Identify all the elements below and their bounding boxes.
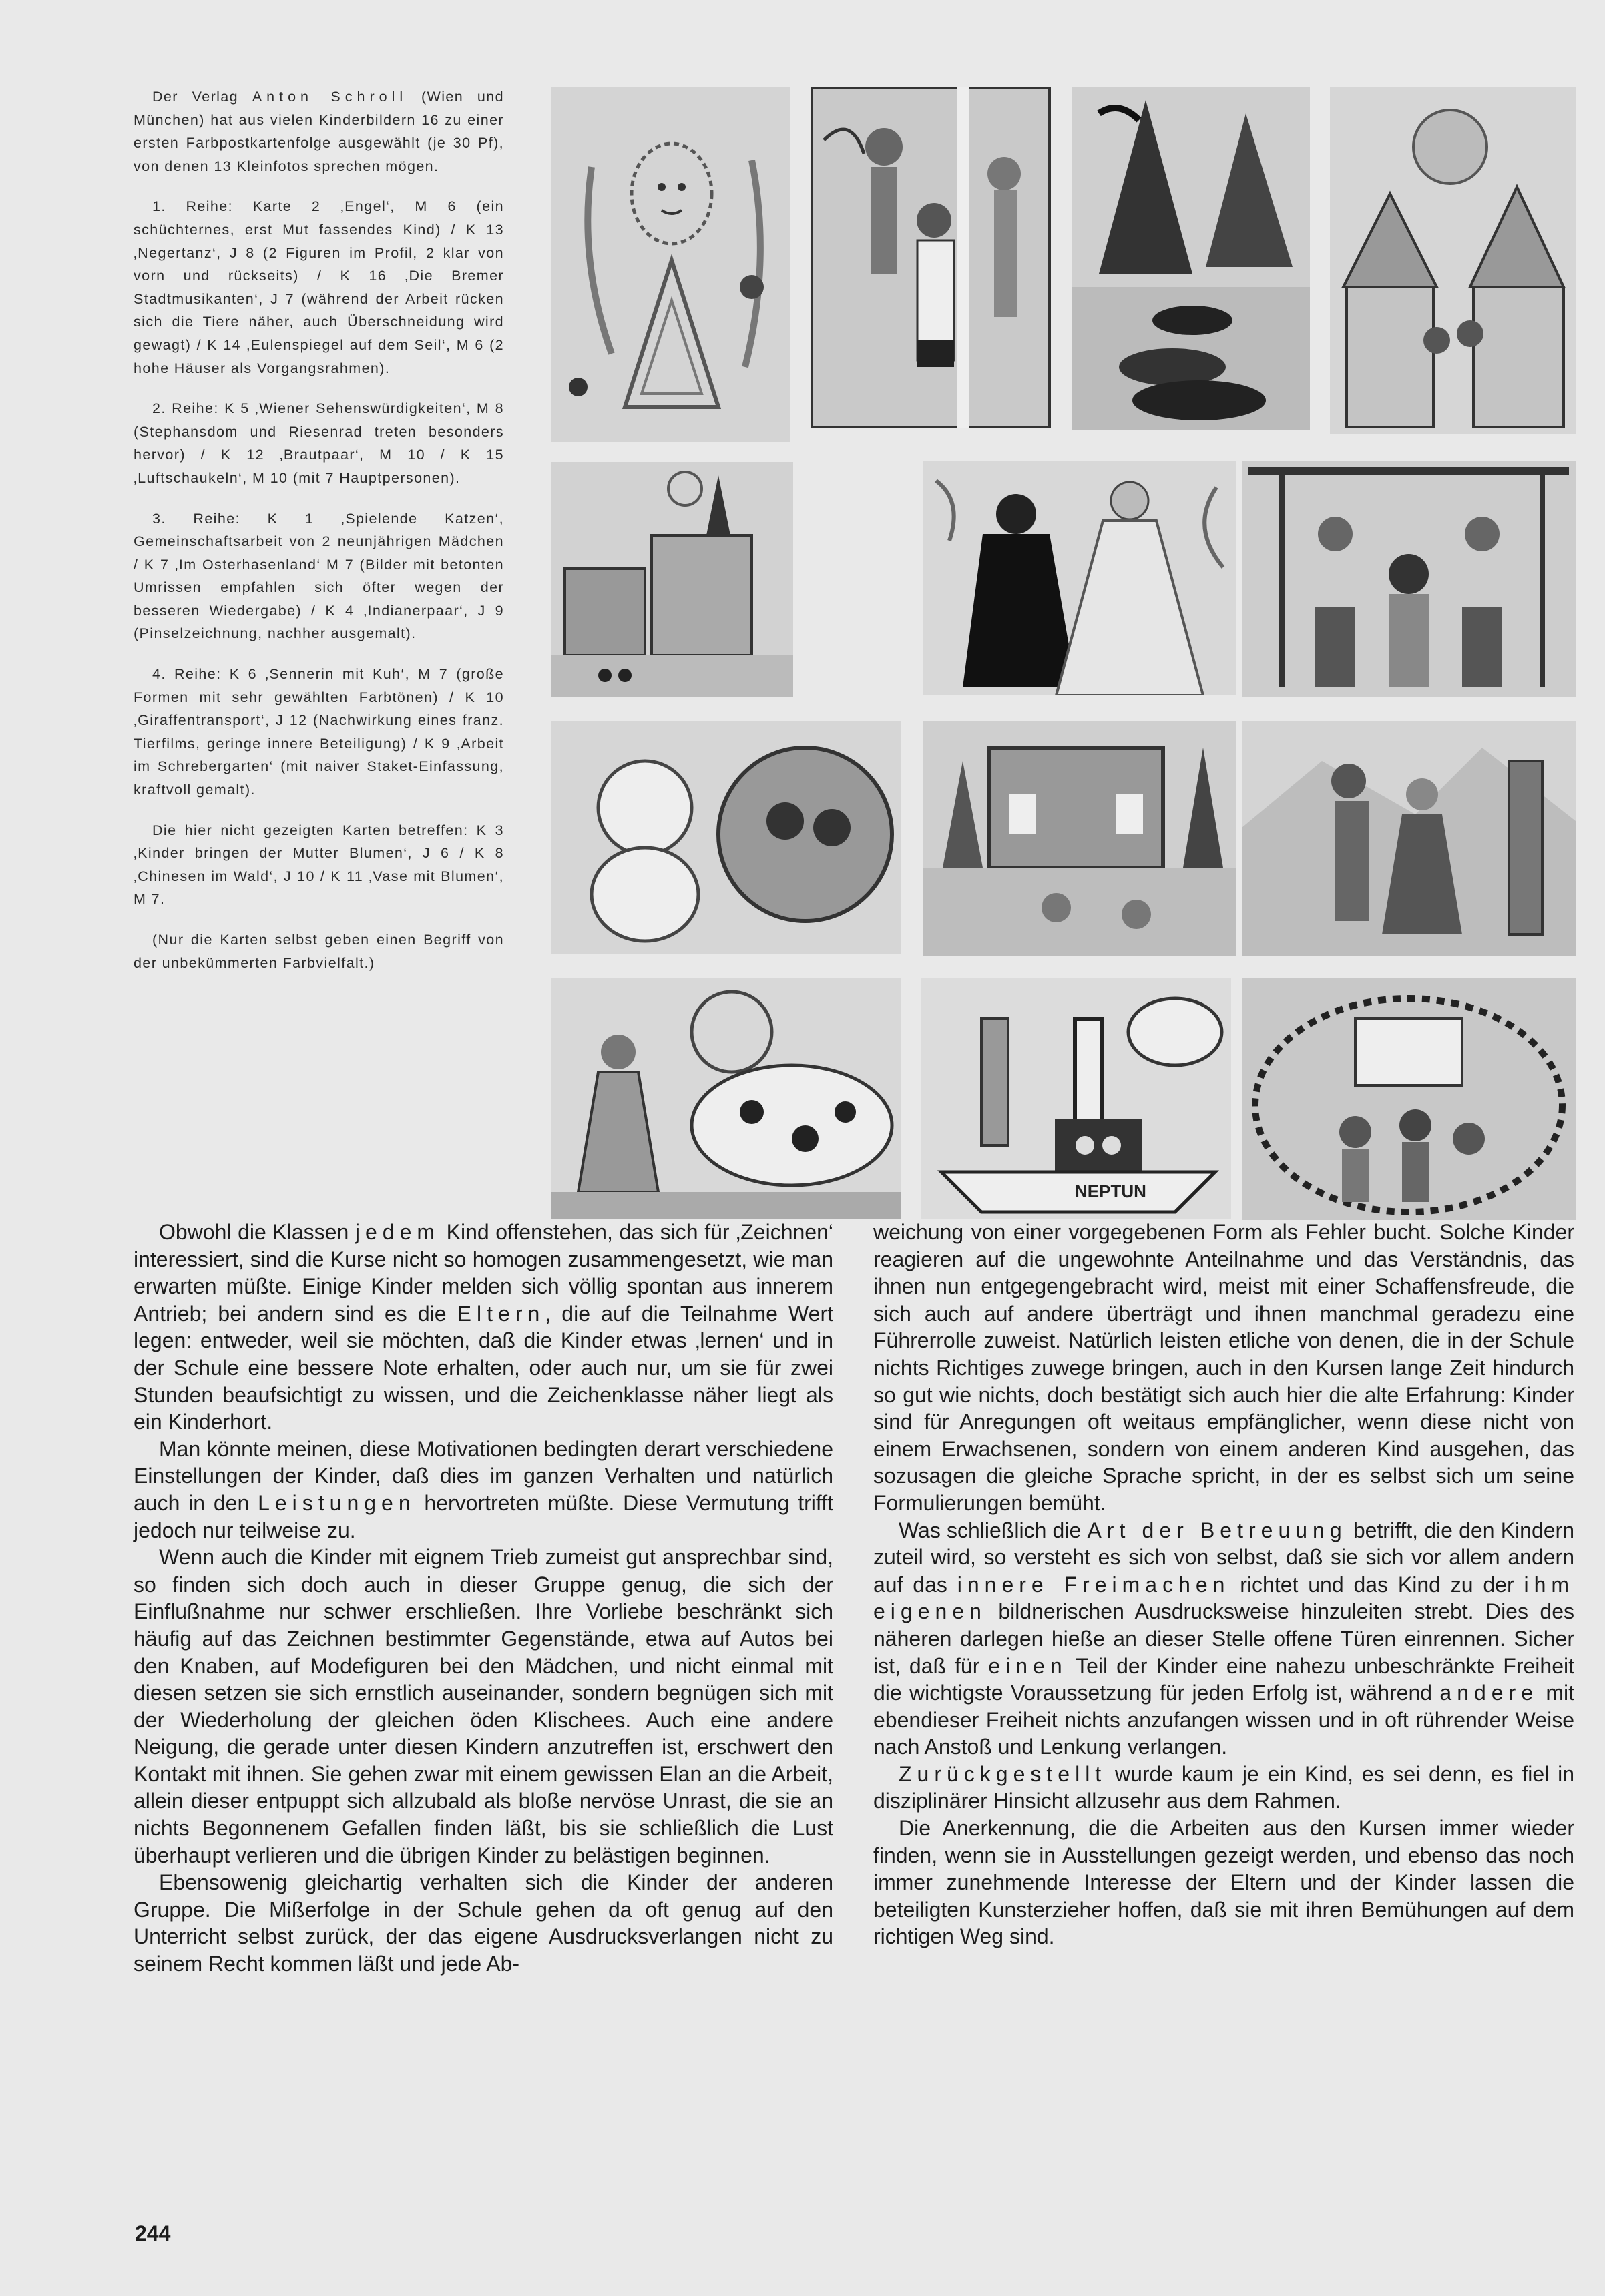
image-engel [551,87,790,442]
caption-not-shown: Die hier nicht gezeigten Karten betreffen: K 3 ‚Kinder bringen der Mutter Blumen‘, J 6 / K 8 ‚Chinesen im Wald‘, J 10 / K 11 ‚Vase mit Blumen‘, M 7. [134,822,504,908]
caption-note: (Nur die Karten selbst geben einen Begriff von der unbekümmerten Farbvielfalt.) [134,932,504,971]
image-schrebergarten [1242,978,1576,1220]
caption-series-4: 4. Reihe: K 6 ‚Sennerin mit Kuh‘, M 7 (große Formen mit sehr gewählten Farbtönen) / K 10 ‚Giraffentransport‘, J 12 (Nachwirkung eines franz. Tierfilms, geringe innere Beteiligung) / K 9 ‚Arbeit im Schrebergarten‘ (mit naiver Staket-Einfassung, kraftvoll gemalt). [134,666,504,798]
col2-paragraph-1: weichung von einer vorgegebenen Form als Fehler bucht. Solche Kinder reagieren auf die ungewohnte Anteilnahme und das Verständnis, das ihnen nun entgegengebracht wird, meist mit einer Schaffensfreude, die sich auch auf andere überträgt und ihnen manchmal geradezu eine Führerrolle zuweist. Natürlich leisten etliche von denen, die in der Schule nichts Richtiges zuwege bringen, auch in den Kursen lange Zeit hindurch so gut wie nichts, doch bestätigt sich auch hier die alte Erfahrung: Kinder sind für Anregungen oft weitaus empfänglicher, wenn diese nicht von einem Erwachsenen, sondern von einem anderen Kind ausgehen, das sozusagen die gleiche Sprache spricht, in der es selbst sich um seine Formulierungen bemüht. [873,1220,1574,1515]
image-brautpaar [923,461,1236,695]
caption-series-2: 2. Reihe: K 5 ‚Wiener Sehenswürdigkeiten‘, M 8 (Stephansdom und Riesenrad treten besonders hervor) / K 12 ‚Brautpaar‘, M 10 / K 15 ‚Luftschaukeln‘, M 10 (mit 7 Hauptpersonen). [134,400,504,486]
body-column-right [873,1219,1574,1950]
image-eulenspiegel [1330,87,1576,434]
image-luftschaukeln [1242,461,1576,697]
image-sennerin-mit-kuh [551,978,901,1219]
image-bremer-stadtmusikanten [1072,87,1310,430]
col1-paragraph-2: Man könnte meinen, diese Motivationen bedingten derart verschiedene Einstellungen der Kinder, daß dies im ganzen Verhalten und natürlich auch in den Leistungen hervortreten müßte. Diese Vermutung trifft jedoch nur teilweise zu. [134,1436,834,1542]
body-column-left [134,1219,833,1978]
caption-series-1: 1. Reihe: Karte 2 ‚Engel‘, M 6 (ein schüchternes, erst Mut fassendes Kind) / K 13 ‚Negertanz‘, J 8 (2 Figuren im Profil, 2 klar von vorn und rückseits) / K 16 ‚Die Bremer Stadtmusikanten‘, J 7 (während der Arbeit rücken sich die Tiere näher, auch Überschneidung wird gewagt) / K 14 ‚Eulenspiegel auf dem Seil‘, M 6 (2 hohe Häuser als Vorgangsrahmen). [134,198,504,376]
image-giraffentransport [921,978,1231,1219]
image-wiener-sehenswuerdigkeiten [551,462,793,697]
image-negertanz [811,87,1051,428]
col1-paragraph-3: Wenn auch die Kinder mit eignem Trieb zumeist gut ansprechbar sind, so finden sich doch auch in dieser Gruppe genug, die sich der Einflußnahme nur schwer erschließen. Ihre Vorliebe beschränkt sich häufig auf das Zeichnen bestimmter Gegenstände, etwa auf Autos bei den Knaben, auf Modefiguren bei den Mädchen, und nicht einmal mit diesen setzen sie sich ernstlich auseinander, sondern begnügen sich mit der Wiederholung der gleichen öden Klischees. Auch eine andere Neigung, die gerade unter diesen Kindern anzutreffen ist, erschwert den Kontakt mit ihnen. Sie gehen zwar mit einem gewissen Elan an die Arbeit, allein dieser entpuppt sich allzubald als bloße nervöse Unrast, die sie an nichts Begonnenem Gefallen finden läßt, bis sie schließlich die Lust überhaupt verlieren und die übrigen Kinder zu belästigen beginnen. [134,1545,833,1868]
col1-paragraph-4: Ebensowenig gleichartig verhalten sich die Kinder der anderen Gruppe. Die Mißerfolge in der Schule gehen da oft genug auf den Unterricht selbst zurück, der das eigene Ausdrucksverlangen nicht zu seinem Recht kommen läßt und jede Ab- [134,1870,833,1976]
col1-paragraph-1: Obwohl die Klassen jedem Kind offenstehen, das sich für ‚Zeichnen‘ interessiert, sind die Kurse nicht so homogen zusammengesetzt, wie man erwarten müßte. Einige Kinder melden sich völlig spontan aus innerem Antrieb; bei andern sind es die Eltern, die auf die Teilnahme Wert legen: entweder, weil sie möchten, daß die Kinder etwas ‚lernen‘ und in der Schule eine bessere Note erhalten, oder auch nur, um sie für zwei Stunden beaufsichtigt zu wissen, und die Zeichenklasse näher liegt als ein Kinderhort. [134,1220,833,1434]
image-spielende-katzen [551,721,901,954]
image-osterhasenland [923,721,1236,956]
col2-paragraph-2: Was schließlich die Art der Betreuung betrifft, die den Kindern zuteil wird, so versteht es sich von selbst, daß sie sich vor allem andern auf das innere Freimachen richtet und das Kind zu der ihm eigenen bildnerischen Ausdrucksweise hinzuleiten strebt. Dies des näheren darlegen hieße an dieser Stelle offene Türen einrennen. Sicher ist, daß für einen Teil der Kinder eine nahezu unbeschränkte Freiheit die wichtigste Voraussetzung für jeden Erfolg ist, während andere mit ebendieser Freiheit nichts anzufangen wissen und in oft rührender Weise nach Anstoß und Lenkung verlangen. [873,1518,1575,1759]
caption-series-3: 3. Reihe: K 1 ‚Spielende Katzen‘, Gemeinschaftsarbeit von 2 neunjährigen Mädchen / K 7 ‚Im Osterhasenland‘ M 7 (Bilder mit betonten Umrissen empfahlen sich öfter wegen der besseren Wiedergabe) / K 4 ‚Indianerpaar‘, J 9 (Pinselzeichnung, nachher ausgemalt). [134,510,504,642]
caption-column [134,85,504,992]
col2-paragraph-3: Zurückgestellt wurde kaum je ein Kind, es sei denn, es fiel in disziplinärer Hinsicht allzusehr aus dem Rahmen. [873,1761,1574,1813]
page-number: 244 [135,2221,171,2245]
col2-paragraph-4: Die Anerkennung, die die Arbeiten aus den Kursen immer wieder finden, wenn sie in Ausstellungen gezeigt werden, und ebenso das noch immer zunehmende Interesse der Eltern und der Kinder lassen die beteiligten Kunsterzieher hoffen, daß sie mit ihren Bemühungen auf dem richtigen Weg sind. [873,1816,1574,1949]
ship-label: NEPTUN [1075,1181,1146,1201]
publisher-name: Anton Schroll [252,89,408,105]
image-indianerpaar [1242,721,1576,956]
caption-intro: Der Verlag Anton Schroll (Wien und München) hat aus vielen Kinderbildern 16 zu einer ersten Farbpostkartenfolge ausgewählt (je 30 Pf), von denen 13 Kleinfotos sprechen mögen. [134,89,504,174]
